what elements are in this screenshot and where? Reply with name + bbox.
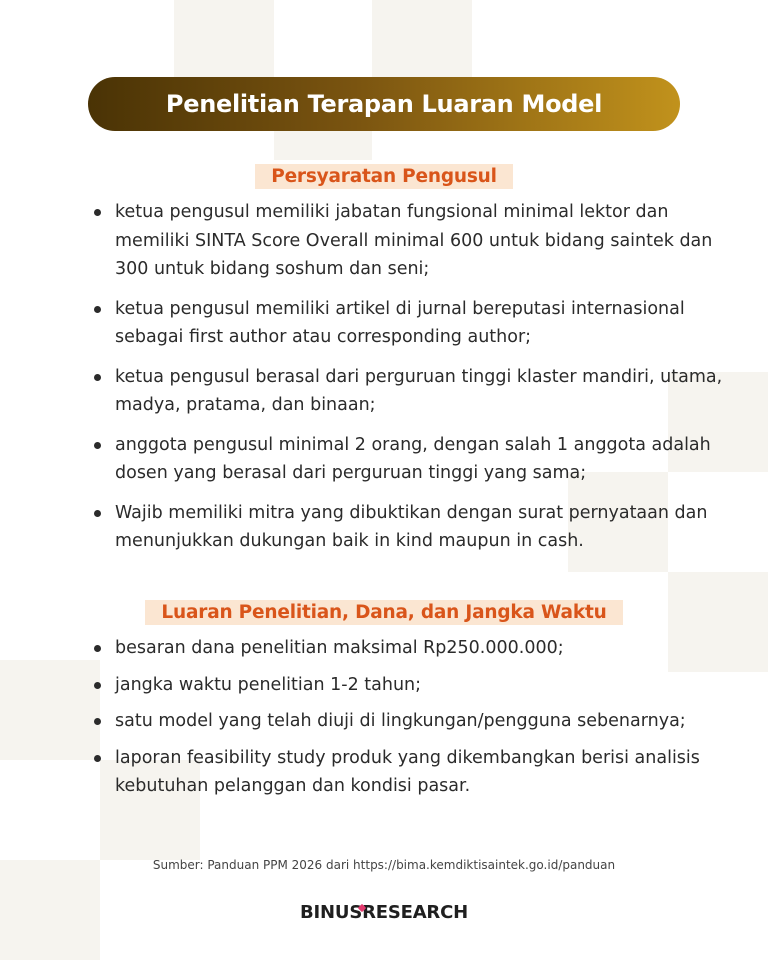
list-item-text: ketua pengusul memiliki jabatan fungsional minimal lektor dan memiliki SINTA Score Overall minimal 600 untuk bidang saintek dan 300 untuk bidang soshum dan seni; [115, 202, 713, 279]
list-item [90, 198, 730, 284]
bullet-icon [94, 755, 101, 762]
list-item [90, 295, 730, 352]
list-item-text: Wajib memiliki mitra yang dibuktikan dengan surat pernyataan dan menunjukkan dukungan baik in kind maupun in cash. [115, 502, 708, 551]
list-item [90, 499, 730, 556]
section-heading-requirements [0, 164, 768, 189]
logo-text-research: RESEARCH [362, 902, 468, 923]
list-item-text: besaran dana penelitian maksimal Rp250.000.000; [115, 638, 564, 658]
list-item-text: ketua pengusul berasal dari perguruan tinggi klaster mandiri, utama, madya, pratama, dan binaan; [115, 366, 723, 415]
list-item-text: ketua pengusul memiliki artikel di jurnal bereputasi internasional sebagai first author atau corresponding author; [115, 298, 685, 347]
bullet-icon [94, 718, 101, 725]
section-heading-outputs [0, 600, 768, 625]
list-item-text: jangka waktu penelitian 1-2 tahun; [115, 674, 422, 695]
binus-research-logo [0, 902, 768, 923]
outputs-list [90, 634, 730, 809]
list-item [90, 707, 730, 736]
title-banner [88, 77, 680, 131]
list-item [90, 671, 730, 700]
list-item [90, 431, 730, 488]
list-item [90, 744, 730, 801]
section-heading-text: Luaran Penelitian, Dana, dan Jangka Waktu [145, 600, 622, 625]
bullet-icon [94, 209, 101, 216]
list-item-text: laporan feasibility study produk yang dikembangkan berisi analisis kebutuhan pelanggan dan kondisi pasar. [115, 747, 700, 796]
bullet-icon [94, 682, 101, 689]
logo-text-binus: BINUS [300, 902, 363, 923]
list-item-text: anggota pengusul minimal 2 orang, dengan salah 1 anggota adalah dosen yang berasal dari perguruan tinggi yang sama; [115, 434, 711, 483]
requirements-list [90, 198, 730, 567]
bullet-icon [94, 510, 101, 517]
list-item [90, 363, 730, 420]
source-citation: Sumber: Panduan PPM 2026 dari https://bima.kemdiktisaintek.go.id/panduan [152, 858, 616, 872]
list-item-text: satu model yang telah diuji di lingkungan/pengguna sebenarnya; [115, 711, 686, 731]
bullet-icon [94, 374, 101, 381]
bullet-icon [94, 306, 101, 313]
bullet-icon [94, 645, 101, 652]
section-heading-text: Persyaratan Pengusul [255, 164, 513, 189]
page-title: Penelitian Terapan Luaran Model [165, 90, 603, 118]
list-item [90, 634, 730, 663]
bullet-icon [94, 442, 101, 449]
background-square [0, 660, 100, 760]
